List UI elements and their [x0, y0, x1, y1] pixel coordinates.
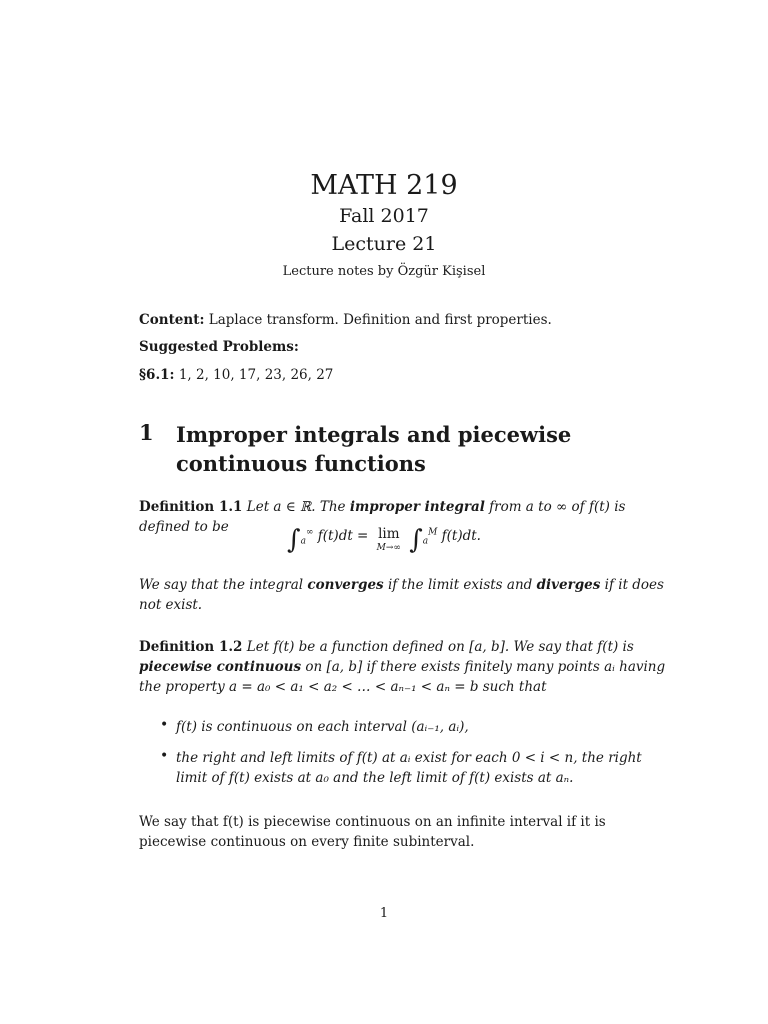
content-label: Content:	[139, 312, 205, 328]
defined-term: improper integral	[349, 499, 485, 515]
statement-text: if it does not exist.	[139, 577, 664, 613]
content-text: Laplace transform. Definition and first properties.	[208, 312, 552, 328]
definition-label: Definition 1.1	[139, 499, 243, 515]
lim-text: lim	[378, 526, 400, 542]
convergence-statement	[139, 575, 674, 615]
definition-text: Let a ∈ ℝ. The	[246, 499, 346, 515]
term: Fall 2017	[339, 205, 429, 227]
defined-term: piecewise continuous	[139, 659, 302, 675]
problems-line	[139, 365, 674, 385]
converges-term: converges	[307, 577, 384, 593]
bullet-item: the right and left limits of f(t) at aᵢ exist for each 0 < i < n, the right limit of f(t) exists at a₀ and the left limit of f(t) exists at aₙ.	[176, 750, 642, 786]
lim-subscript: M→∞	[376, 543, 401, 553]
integral-sign: ∫	[409, 525, 423, 555]
bullet-icon: •	[160, 748, 169, 764]
definition-text: on [a, b] if there exists finitely many points aᵢ having the property a = a₀ < a₁ < a₂ < … < aₙ₋₁ < aₙ = b such that	[139, 659, 666, 695]
definition-1-2	[139, 637, 674, 697]
diverges-term: diverges	[536, 577, 601, 593]
equation-lhs: f(t)dt =	[317, 528, 369, 544]
problems-list: 1, 2, 10, 17, 23, 26, 27	[178, 367, 334, 383]
definition-text: from a to ∞ of f(t) is defined to be	[139, 499, 626, 535]
lecture-number: Lecture 21	[331, 233, 437, 255]
equation-rhs: f(t)dt.	[441, 528, 481, 544]
author-line: Lecture notes by Özgür Kişisel	[282, 264, 486, 279]
bullet-icon: •	[160, 717, 169, 733]
page-number: 1	[379, 906, 389, 921]
suggested-problems-label: Suggested Problems:	[139, 339, 299, 355]
statement-text: if the limit exists and	[387, 577, 533, 593]
section-title: Improper integrals and piecewise continuous functions	[176, 422, 572, 476]
definition-text: Let f(t) be a function defined on [a, b]. We say that f(t) is	[246, 639, 634, 655]
improper-integral-equation: $\int_a^\infty$ f(t)dt = lim M→∞ $\int_a^M$ f(t)dt.	[287, 525, 481, 555]
content-line	[139, 310, 674, 330]
definition-label: Definition 1.2	[139, 639, 243, 655]
bullet-item: f(t) is continuous on each interval (aᵢ₋₁, aᵢ),	[176, 719, 469, 735]
document-title: MATH 219	[310, 170, 458, 201]
section-number: 1	[139, 420, 154, 445]
closing-paragraph: We say that f(t) is piecewise continuous on an infinite interval if it is piecewise continuous on every finite subinterval.	[139, 814, 606, 850]
problems-section: §6.1:	[139, 367, 175, 383]
statement-text: We say that the integral	[139, 577, 304, 593]
limit-operator	[377, 528, 401, 554]
integral-sign: ∫	[287, 525, 301, 555]
